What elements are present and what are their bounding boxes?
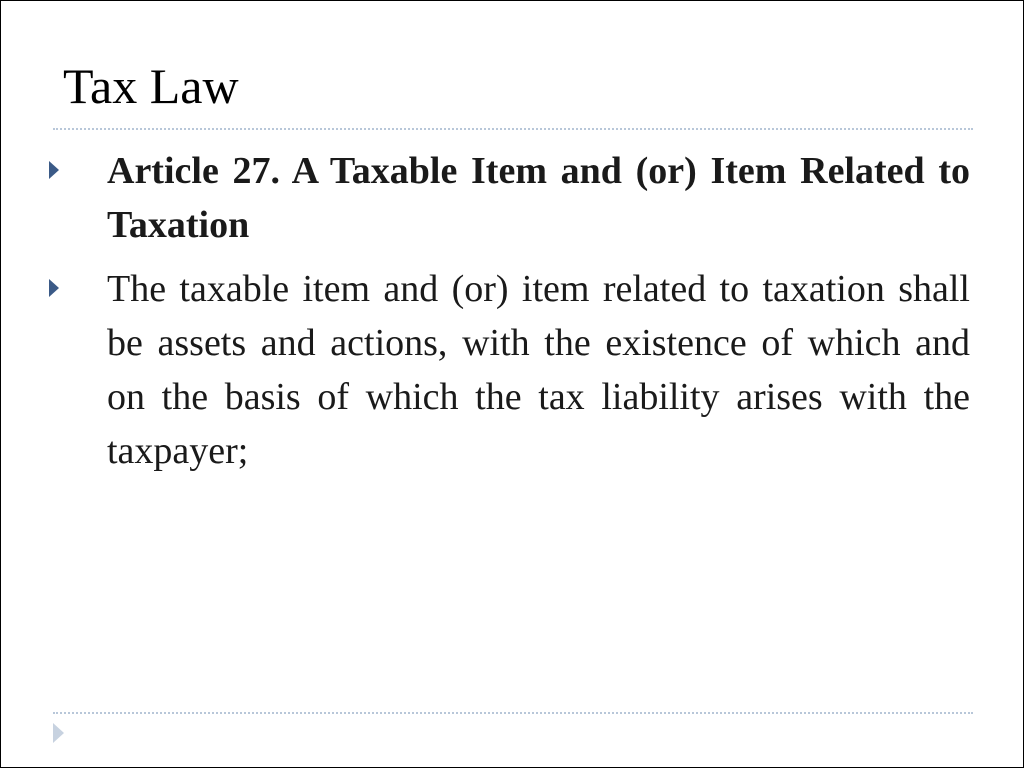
bullet-item-definition [49, 262, 970, 478]
footer-divider [53, 712, 973, 714]
bullet-item-article [49, 144, 970, 252]
slide-content [49, 144, 970, 488]
bullet-text-definition: The taxable item and (or) item related to taxation shall be assets and actions, with the existence of which and on the basis of which the tax liability arises with the taxpayer; [107, 268, 970, 472]
bullet-triangle-icon [49, 161, 59, 179]
bullet-text-article: Article 27. A Taxable Item and (or) Item Related to Taxation [107, 150, 970, 246]
bullet-triangle-icon [49, 279, 59, 297]
title-divider [53, 128, 973, 130]
corner-triangle-icon [53, 723, 64, 743]
slide-title: Tax Law [63, 58, 239, 114]
